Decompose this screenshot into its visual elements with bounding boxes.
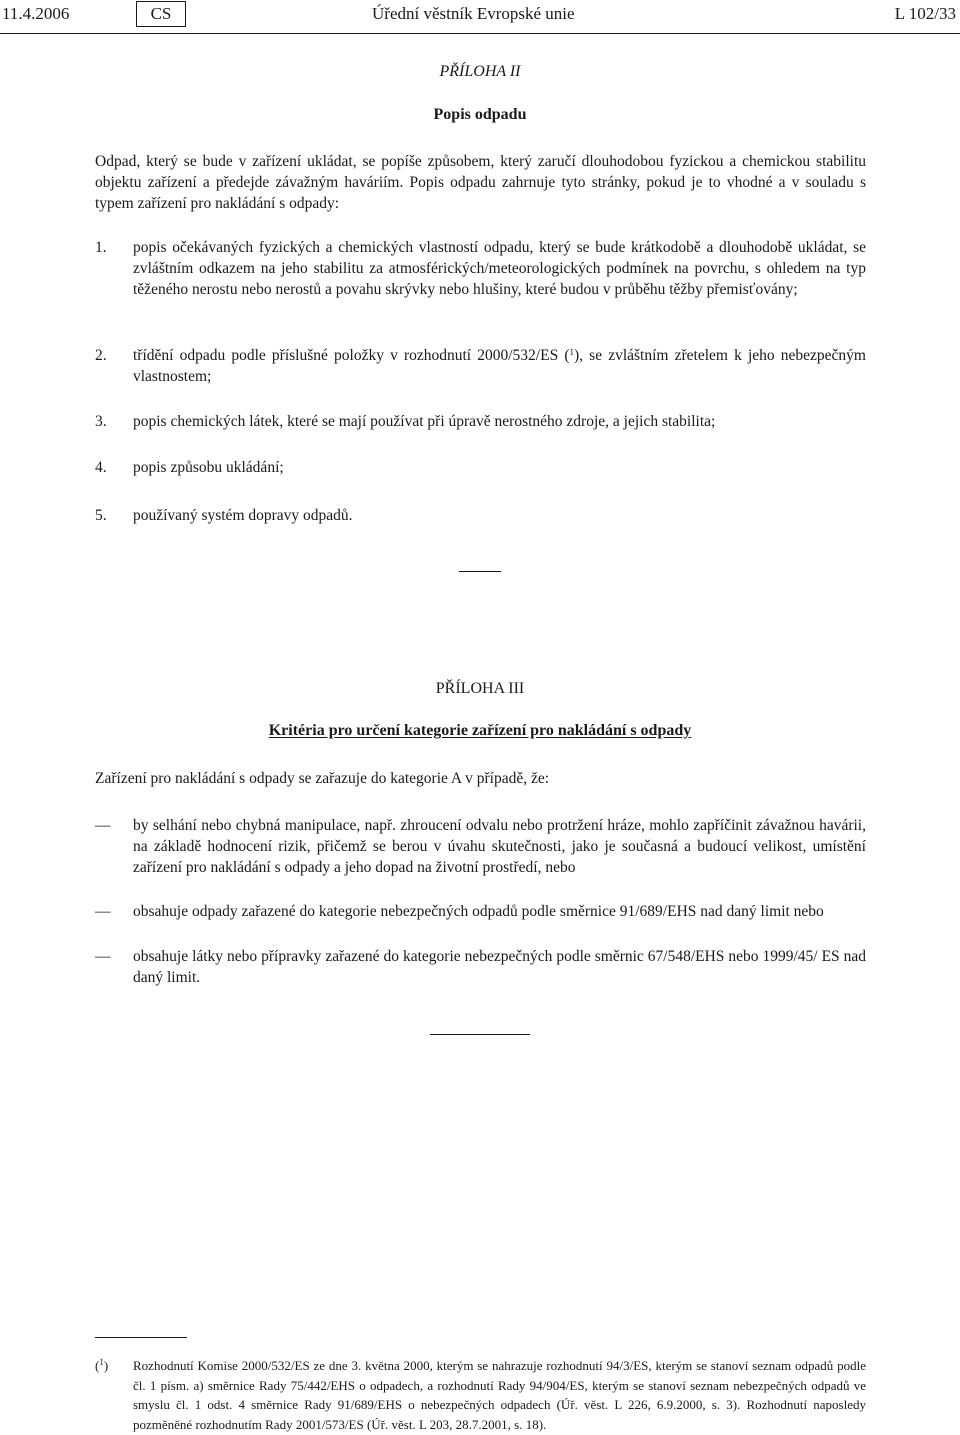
item-number: 3. — [95, 413, 107, 430]
item-text-part: třídění odpadu podle příslušné položky v rozhodnutí 2000/532/ES ( — [133, 347, 570, 364]
annex-2-label: PŘÍLOHA II — [439, 63, 521, 80]
language-code-box: CS — [136, 1, 186, 27]
annex-2-title: Popis odpadu — [433, 106, 527, 123]
list-item — [95, 345, 866, 387]
page-reference: L 102/33 — [894, 4, 956, 23]
list-item — [95, 946, 866, 988]
section-separator — [459, 571, 501, 572]
list-item — [95, 815, 866, 878]
item-text: používaný systém dopravy odpadů. — [133, 507, 353, 524]
list-item — [95, 237, 866, 300]
footnote-number: ($^1$) — [95, 1357, 109, 1373]
item-text: obsahuje látky nebo přípravky zařazené do kategorie nebezpečných podle směrnic 67/548/EHS nebo 1999/45/ ES nad daný limit. — [133, 948, 866, 986]
item-number: 2. — [95, 347, 107, 364]
dash-bullet: — — [95, 903, 111, 920]
list-item — [95, 505, 866, 526]
item-text-part: ), se zvláštním zřetelem k jeho nebezpečným vlastnostem; — [133, 347, 866, 385]
item-number: 4. — [95, 459, 107, 476]
item-number: 1. — [95, 239, 107, 256]
list-item — [95, 901, 866, 922]
footnote — [95, 1356, 866, 1434]
annex-3-title: Kritéria pro určení kategorie zařízení pro nakládání s odpady — [268, 722, 692, 739]
item-text: by selhání nebo chybná manipulace, např. zhroucení odvalu nebo protržení hráze, mohlo zapříčinit závažnou havárii, na základě hodnocení rizik, přičemž se berou v úvahu skutečnosti, jako je současná a budoucí velikost, umístění zařízení pro nakládání s odpady a jeho dopad na životní prostředí, nebo — [133, 817, 866, 876]
header-divider — [0, 33, 960, 34]
footnote-ref[interactable]: 1 — [569, 347, 574, 357]
dash-bullet: — — [95, 948, 111, 965]
item-text: popis očekávaných fyzických a chemických vlastností odpadu, který se bude krátkodobě a dlouhodobě ukládat, se zvláštním odkazem na jeho stabilitu za atmosférických/meteorologických podmínek na povrchu, s ohledem na typ těženého nerostu nebo nerostů a povahu skrývky nebo hlušiny, které budou v průběhu těžby přemisťovány; — [133, 239, 866, 298]
item-number: 5. — [95, 507, 107, 524]
item-text: popis chemických látek, které se mají používat při úpravě nerostného zdroje, a jejich stabilita; — [133, 413, 716, 430]
footnote-text: Rozhodnutí Komise 2000/532/ES ze dne 3. května 2000, kterým se nahrazuje rozhodnutí 94/3/ES, kterým se stanoví seznam odpadů podle čl. 1 písm. a) směrnice Rady 75/442/EHS o odpadech, a rozhodnutí Rady 94/904/ES, kterým se stanoví seznam nebezpečných odpadů ve smyslu čl. 1 odst. 4 směrnice Rady 91/689/EHS o nebezpečných odpadech (Úř. věst. L 226, 6.9.2000, s. 3). Rozhodnutí naposledy pozměněné rozhodnutím Rady 2001/573/ES (Úř. věst. L 203, 28.7.2001, s. 18). — [133, 1358, 866, 1432]
item-text: obsahuje odpady zařazené do kategorie nebezpečných odpadů podle směrnice 91/689/EHS nad daný limit nebo — [133, 903, 824, 920]
annex-3-intro: Zařízení pro nakládání s odpady se zařazuje do kategorie A v případě, že: — [95, 770, 550, 787]
list-item — [95, 457, 866, 478]
publication-date: 11.4.2006 — [2, 4, 70, 23]
annex-2-intro: Odpad, který se bude v zařízení ukládat, se popíše způsobem, který zaručí dlouhodobou fyzickou a chemickou stabilitu objektu zařízení a předejde závažným haváriím. Popis odpadu zahrnuje tyto stránky, pokud je to vhodné a v souladu s typem zařízení pro nakládání s odpady: — [95, 153, 866, 212]
footnote-separator — [95, 1337, 187, 1338]
item-text: popis způsobu ukládání; — [133, 459, 284, 476]
dash-bullet: — — [95, 817, 111, 834]
annex-3-label: PŘÍLOHA III — [435, 680, 525, 697]
item-text — [133, 345, 866, 387]
list-item — [95, 411, 866, 432]
journal-title: Úřední věstník Evropské unie — [372, 4, 575, 23]
section-separator — [430, 1034, 530, 1035]
page-header — [0, 0, 960, 30]
